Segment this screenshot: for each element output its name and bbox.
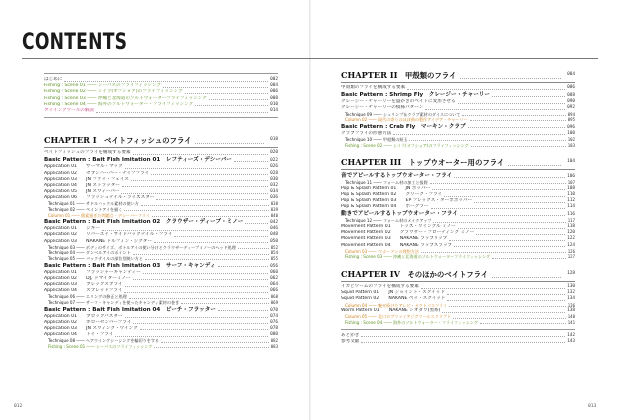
toc-entry-page: 030 bbox=[270, 176, 278, 182]
leader-dots bbox=[462, 113, 565, 116]
toc-entry-page: 070 bbox=[270, 307, 278, 313]
toc-entry-page: 143 bbox=[567, 338, 575, 344]
toc-entry-title: Technique 05 ―― バックテイルの部位別使い方と bbox=[48, 255, 143, 261]
toc-entry-title: Column 05 ―― 北口ロブファイアジグツールスクリプト bbox=[345, 314, 452, 320]
toc-entry-title: はじめに bbox=[44, 77, 63, 82]
leader-dots bbox=[195, 103, 268, 106]
chapter-3-rule bbox=[341, 169, 575, 170]
toc-entry-page: 108 bbox=[567, 185, 575, 191]
leader-dots bbox=[102, 228, 268, 231]
toc-entry-page: 062 bbox=[270, 275, 278, 281]
chapter-1-list bbox=[44, 150, 278, 349]
toc-entry-title: Application 02 セブンハーバー・ナイフフライ bbox=[44, 170, 150, 176]
toc-entry-page: 140 bbox=[567, 314, 575, 320]
toc-entry-title: ベイトフィッシュのフライを構成する要素 bbox=[44, 150, 131, 156]
toc-entry-page: 127 bbox=[567, 254, 575, 260]
toc-entry-page: 074 bbox=[270, 313, 278, 319]
leader-dots bbox=[468, 125, 566, 128]
toc-entry[interactable] bbox=[44, 344, 278, 350]
toc-entry-title: Squid Pattern 01 JN ジョイント・スクイッド bbox=[341, 290, 445, 296]
toc-entry-page: 054 bbox=[270, 250, 278, 256]
toc-entry-page: 106 bbox=[567, 174, 575, 180]
leader-dots bbox=[407, 87, 565, 90]
toc-entry-page: 082 bbox=[270, 338, 278, 344]
toc-entry-page: 080 bbox=[270, 332, 278, 338]
toc-entry-page: 040 bbox=[270, 212, 278, 218]
toc-entry-title: Technique 01 ―― サドルハックル素材の使い方 bbox=[48, 201, 139, 207]
chapter-4-rule bbox=[341, 281, 575, 282]
leader-dots bbox=[421, 250, 566, 253]
toc-entry-title: クレージー・チャーリーを盛かきのベイトに変形させる bbox=[341, 99, 456, 105]
toc-entry-title: Basic Pattern : Bait Fish Imitation 02 クラウザー・ディープ・ミノー bbox=[44, 219, 244, 226]
toc-entry-page: 114 bbox=[567, 204, 575, 210]
toc-entry-page: 050 bbox=[270, 238, 278, 244]
leader-dots bbox=[234, 159, 268, 162]
toc-entry-page: 028 bbox=[270, 170, 278, 176]
toc-entry-page: 014 bbox=[270, 107, 278, 113]
page-gutter bbox=[309, 0, 311, 420]
leader-dots bbox=[161, 340, 269, 343]
toc-entry-title: Pop & Splash Pattern 03 EP フレックス・ターボポッパー bbox=[341, 198, 473, 204]
leader-dots bbox=[133, 152, 269, 155]
toc-entry-page: 086 bbox=[567, 85, 575, 90]
intro-bottom-rule bbox=[44, 117, 278, 118]
toc-entry-title: Fishing : Scene 03 ―― 沖縄と北海道のソルトウォーターフライフィッシング bbox=[44, 95, 207, 101]
toc-entry-page: 032 bbox=[270, 182, 278, 188]
toc-entry-page: 130 bbox=[567, 284, 575, 289]
toc-entry-page: 095 bbox=[567, 117, 575, 123]
toc-entry-title: Column 03 ―― マホードンの理想方法 bbox=[345, 248, 419, 254]
chapter-4-title: そのほかのベイトフライ bbox=[407, 270, 489, 279]
toc-entry-page: 107 bbox=[567, 180, 575, 186]
chapter-3-list bbox=[341, 172, 575, 260]
toc-entry-title: Technique 08 ―― ヘアウイングシーシングを輪切りをする bbox=[48, 338, 160, 344]
toc-entry-title: Column 04 ―― 魅せ続けたアレビ・オクトパスフライ bbox=[345, 302, 448, 308]
toc-entry-title: Application 01 ジギー bbox=[44, 226, 100, 232]
leader-dots bbox=[432, 187, 565, 190]
toc-entry-title: 参考文献 bbox=[341, 338, 360, 344]
leader-dots bbox=[156, 197, 268, 200]
leader-dots bbox=[245, 221, 268, 224]
leader-dots bbox=[458, 226, 565, 229]
leader-dots bbox=[122, 184, 268, 187]
toc-entry-title: Fishing : Scene 02 ―― シイラ(オフショア)のフライフィッシング bbox=[345, 142, 469, 148]
toc-entry-page: 092 bbox=[567, 105, 575, 111]
toc-entry-page: 126 bbox=[567, 248, 575, 254]
toc-entry-page: 118 bbox=[567, 224, 575, 230]
toc-entry[interactable] bbox=[341, 172, 575, 180]
toc-entry-page: 138 bbox=[567, 308, 575, 314]
leader-dots bbox=[133, 252, 269, 255]
toc-entry-title: Fishing : Scene 04 ―― 海外のソルトウォーター・フライフィッシング bbox=[44, 101, 194, 107]
toc-entry-title: Movement Pattern 04 NAKANE ラップスラップ bbox=[341, 242, 453, 248]
leader-dots bbox=[174, 234, 268, 237]
chapter-4-page: 128 bbox=[565, 268, 575, 279]
toc-entry-title: Technique 11 ―― フォーム材の加工と扱際 bbox=[345, 180, 428, 186]
leader-dots bbox=[474, 200, 565, 203]
toc-entry-page: 116 bbox=[567, 212, 575, 218]
toc-entry-title: Worm Pattern 01 NAKANE シオダワ(黒系) bbox=[341, 308, 441, 314]
leader-dots bbox=[145, 257, 269, 260]
chapter-3-number: CHAPTER III bbox=[341, 157, 402, 168]
leader-dots bbox=[185, 91, 268, 94]
toc-entry-page: 141 bbox=[567, 319, 575, 325]
toc-entry-page: 100 bbox=[567, 130, 575, 136]
toc-entry-title: Application 04 JN ストラッター bbox=[44, 182, 120, 188]
leader-dots bbox=[209, 97, 268, 100]
toc-entry-title: イカとワームのフライを構成する要素 bbox=[341, 284, 419, 289]
toc-entry-title: Movement Pattern 02 クラウザー・フローティング ミノー bbox=[341, 230, 475, 236]
chapter-2-rule bbox=[341, 82, 575, 83]
toc-entry-page: 052 bbox=[270, 244, 278, 250]
toc-entry-title: Fishing : Scene 02 ―― シイラ(オフショア)のフライフィッシング bbox=[44, 89, 183, 95]
toc-entry-page: 066 bbox=[270, 288, 278, 294]
leader-dots bbox=[444, 194, 565, 197]
toc-entry-page: 076 bbox=[270, 319, 278, 325]
toc-entry-page: 010 bbox=[270, 101, 278, 107]
leader-dots bbox=[447, 298, 565, 301]
toc-entry[interactable] bbox=[341, 210, 575, 218]
leader-dots bbox=[131, 178, 268, 181]
intro-list bbox=[44, 77, 278, 114]
toc-entry-title: Column 02 ―― 現代の寄りのほぼ曲の製作アイデア・チャーリー bbox=[345, 117, 468, 123]
page-title: CONTENTS bbox=[22, 30, 128, 55]
chapter-2-title: 甲殻類のフライ bbox=[404, 71, 457, 80]
toc-entry-title: クレージー・チャーリーの模様パターン bbox=[341, 105, 424, 111]
leader-dots bbox=[471, 144, 566, 147]
leader-dots bbox=[64, 79, 268, 82]
leader-dots bbox=[129, 296, 269, 299]
toc-entry-title: Pop & Splash Pattern 02 クリーク・フライ bbox=[341, 191, 443, 197]
leader-dots bbox=[476, 232, 565, 235]
leader-dots bbox=[218, 308, 268, 311]
toc-entry-title: Application 04 スプレッドフライ bbox=[44, 288, 123, 294]
chapter-4-number: CHAPTER IV bbox=[341, 269, 400, 279]
toc-entry-title: Application 02 リバーユイ・サイドバックテイル・フライ bbox=[44, 232, 173, 238]
right-column bbox=[341, 66, 575, 345]
toc-entry-title: Application 03 NAKANE ドルフィン・ジグター bbox=[44, 238, 152, 244]
leader-dots bbox=[431, 206, 566, 209]
toc-entry-page: 078 bbox=[270, 325, 278, 331]
toc-entry-page: 020 bbox=[270, 150, 278, 156]
leader-dots bbox=[133, 277, 269, 280]
toc-entry-title: あとがき bbox=[341, 332, 360, 338]
leader-dots bbox=[96, 110, 268, 113]
toc-entry-page: 006 bbox=[270, 89, 278, 95]
chapter-1-number: CHAPTER I bbox=[44, 135, 97, 146]
toc-entry[interactable] bbox=[44, 156, 278, 164]
toc-entry-page: 046 bbox=[270, 226, 278, 232]
toc-entry-title: Basic Pattern : Crab Fly マーキン・クラブ bbox=[341, 123, 466, 130]
toc-entry-title: Technique 10 ―― 甲殻類の鉛玉 bbox=[345, 136, 408, 142]
chapter-2-number: CHAPTER II bbox=[341, 70, 398, 80]
toc-entry-page: 048 bbox=[270, 232, 278, 238]
chapter-4-end-rule bbox=[341, 329, 575, 330]
toc-entry-title: Technique 07 ―― サーフ・キャンディを使ったキャンディ素材の巻き bbox=[48, 299, 180, 305]
toc-entry-page: 136 bbox=[567, 302, 575, 308]
toc-entry-title: Application 01 フラッシャーキャンディー bbox=[44, 269, 141, 275]
leader-dots bbox=[458, 101, 565, 104]
toc-entry-page: 083 bbox=[270, 343, 278, 349]
toc-entry[interactable] bbox=[341, 320, 575, 326]
leader-dots bbox=[454, 175, 565, 178]
toc-entry-page: 034 bbox=[270, 189, 278, 195]
leader-dots bbox=[140, 327, 268, 330]
chapter-1-rule bbox=[44, 147, 278, 148]
leader-dots bbox=[409, 138, 565, 141]
toc-entry-title: Application 04 トイ・フライ bbox=[44, 332, 114, 338]
toc-entry-page: 134 bbox=[567, 296, 575, 302]
toc-entry-page: 090 bbox=[567, 99, 575, 105]
toc-entry-page: 056 bbox=[270, 263, 278, 269]
leader-dots bbox=[141, 203, 269, 206]
leader-dots bbox=[449, 304, 566, 307]
leader-dots bbox=[154, 240, 268, 243]
chapter-1-heading[interactable] bbox=[44, 135, 278, 146]
toc-entry-title: Application 01 サーマル・マック bbox=[44, 164, 123, 170]
toc-entry-page: 122 bbox=[567, 236, 575, 242]
toc-entry-title: Technique 03 ―― ボディのサイズ、ボトルアイの使い分けとクラウザーディープミノーのヘッド処理 bbox=[48, 244, 236, 250]
toc-entry-title: Column 01 ―― 簡素過ぎた問題点・デシーバーフライ bbox=[48, 212, 150, 218]
toc-entry-title: Technique 12 ―― フォーム材のメイクアップ bbox=[345, 218, 432, 224]
toc-entry-title: 甲殻類のフライを構成する要素 bbox=[341, 85, 406, 90]
intro-top-rule bbox=[44, 73, 278, 74]
leader-dots bbox=[181, 301, 269, 304]
toc-entry-page: 094 bbox=[567, 111, 575, 117]
toc-entry-title: Squid Pattern 02 NAKANE ベイ・スクイッド bbox=[341, 296, 446, 302]
leader-dots bbox=[470, 118, 566, 121]
chapter-1-page: 018 bbox=[268, 134, 278, 145]
leader-dots bbox=[124, 208, 269, 211]
toc-entry[interactable] bbox=[44, 306, 278, 314]
toc-entry-page: 022 bbox=[270, 158, 278, 164]
toc-entry-title: Movement Pattern 01 トッズ・ワイングル ミノー bbox=[341, 224, 456, 230]
left-column bbox=[44, 70, 278, 349]
chapter-3-heading[interactable] bbox=[341, 157, 575, 168]
leader-dots bbox=[460, 213, 565, 216]
leader-dots bbox=[492, 94, 565, 97]
leader-dots bbox=[115, 334, 268, 337]
title-rule bbox=[22, 58, 598, 59]
leader-dots bbox=[124, 290, 268, 293]
toc-entry[interactable] bbox=[44, 262, 278, 270]
leader-dots bbox=[125, 284, 269, 287]
toc-entry-title: Fishing : Scene 04 ―― 海外のソルトウォーター・フライフィッシング bbox=[345, 319, 478, 325]
leader-dots bbox=[449, 238, 565, 241]
toc-entry-title: Application 03 JN ファイ・フェイス bbox=[44, 176, 129, 182]
toc-entry-page: 038 bbox=[270, 201, 278, 207]
leader-dots bbox=[152, 214, 269, 217]
toc-entry-title: 動きでアピールするトップウオーター・フライ bbox=[341, 211, 458, 218]
closing-list bbox=[341, 333, 575, 345]
leader-dots bbox=[433, 220, 565, 223]
toc-entry-page: 132 bbox=[567, 290, 575, 296]
leader-dots bbox=[393, 132, 565, 135]
toc-entry-page: 026 bbox=[270, 164, 278, 170]
leader-dots bbox=[454, 244, 565, 247]
toc-entry-page: 069 bbox=[270, 299, 278, 305]
toc-entry-title: Application 02 DJ, ドマイターミノー bbox=[44, 275, 131, 281]
toc-entry-page: 002 bbox=[270, 77, 278, 82]
leader-dots bbox=[121, 191, 268, 194]
toc-entry-title: Technique 04 ―― ダンベルアイのポイント bbox=[48, 250, 131, 256]
toc-entry-page: 096 bbox=[567, 124, 575, 130]
toc-entry-page: 064 bbox=[270, 281, 278, 287]
leader-dots bbox=[151, 172, 268, 175]
folio-right: 013 bbox=[588, 404, 597, 409]
leader-dots bbox=[361, 340, 565, 343]
toc-entry-page: 120 bbox=[567, 230, 575, 236]
toc-entry-page: 068 bbox=[270, 294, 278, 300]
toc-entry-title: Technique 09 ―― シュリンプ＆クラブ素材のダイスについて bbox=[345, 111, 461, 117]
leader-dots bbox=[238, 246, 269, 249]
chapter-2-heading[interactable] bbox=[341, 70, 575, 81]
toc-entry-title: Application 05 JN スウィーパー bbox=[44, 189, 120, 195]
toc-entry-page: 008 bbox=[270, 95, 278, 101]
toc-entry-page: 112 bbox=[567, 198, 575, 204]
toc-entry-title: Application 06 フラッシュテイル・ライズスター bbox=[44, 195, 155, 201]
toc-entry-title: Pop & Splash Pattern 01 JN ポッパー bbox=[341, 185, 431, 191]
toc-entry-title: Basic Pattern : Bait Fish Imitation 01 レフティーズ・デシーバー bbox=[44, 157, 232, 164]
chapter-3-title: トップウオーター用のフライ bbox=[408, 158, 505, 168]
toc-entry[interactable] bbox=[341, 91, 575, 99]
toc-entry-title: Application 03 ブレックスブライ bbox=[44, 281, 123, 287]
toc-entry-page: 036 bbox=[270, 195, 278, 201]
toc-entry-title: 音でアピールするトップウオーター・フライ bbox=[341, 173, 453, 180]
toc-entry-title: Application 01 ブロックバスター bbox=[44, 313, 123, 319]
toc-entry-title: Movement Pattern 03 NAKANE ラップリップ bbox=[341, 236, 448, 242]
leader-dots bbox=[143, 271, 268, 274]
toc-entry-page: 117 bbox=[567, 218, 575, 224]
chapter-4-list bbox=[341, 284, 575, 326]
folio-left: 012 bbox=[14, 404, 23, 409]
leader-dots bbox=[125, 315, 269, 318]
toc-entry-title: Fishing : Scene 01 ―― シーバスのフライフィッシング bbox=[48, 343, 153, 349]
toc-entry-title: Basic Pattern : Shrimp Fly クレージー・チャーリー bbox=[341, 92, 490, 99]
toc-entry-page: 042 bbox=[270, 220, 278, 226]
toc-entry-page: 055 bbox=[270, 255, 278, 261]
chapter-3-page: 104 bbox=[565, 156, 575, 167]
toc-entry-title: Technique 06 ―― エリングの修正と処理 bbox=[48, 294, 127, 300]
leader-dots bbox=[492, 256, 566, 259]
leader-dots bbox=[447, 292, 565, 295]
chapter-4-heading[interactable] bbox=[341, 269, 575, 280]
toc-entry-page: 102 bbox=[567, 136, 575, 142]
leader-dots bbox=[125, 166, 268, 169]
toc-entry-title: Application 03 JN スウィング・ウイング bbox=[44, 325, 138, 331]
toc-entry-page: 110 bbox=[567, 191, 575, 197]
chapter-2-list bbox=[341, 85, 575, 148]
toc-entry[interactable] bbox=[341, 339, 575, 345]
toc-entry-title: Fishing : Scene 03 ―― 沖縄と北海道のソルトウォーターフライフィッシング bbox=[345, 254, 491, 260]
toc-entry-title: クラブフライの形態方法 bbox=[341, 130, 392, 136]
toc-entry-title: Basic Pattern : Bait Fish Imitation 04 ビーチ・フラッター bbox=[44, 306, 216, 313]
leader-dots bbox=[430, 181, 566, 184]
toc-entry-page: 103 bbox=[567, 142, 575, 148]
leader-dots bbox=[425, 107, 565, 110]
leader-dots bbox=[218, 264, 269, 267]
toc-entry-page: 088 bbox=[567, 93, 575, 99]
leader-dots bbox=[154, 345, 268, 348]
leader-dots bbox=[421, 286, 565, 289]
toc-entry[interactable] bbox=[341, 123, 575, 131]
chapter-2-page: 084 bbox=[565, 69, 575, 80]
leader-dots bbox=[453, 316, 566, 319]
toc-entry-title: Pop & Splash Pattern 04 ボーグラー bbox=[341, 204, 429, 210]
toc-entry[interactable] bbox=[44, 108, 278, 114]
leader-dots bbox=[133, 321, 268, 324]
leader-dots bbox=[361, 334, 565, 337]
toc-entry-page: 039 bbox=[270, 207, 278, 213]
toc-entry[interactable] bbox=[44, 218, 278, 226]
leader-dots bbox=[480, 321, 566, 324]
toc-entry-title: Application 02 ホローセンバーフライ bbox=[44, 319, 132, 325]
toc-entry-page: 060 bbox=[270, 269, 278, 275]
toc-entry-title: Technique 02 ―― ペイントアイを描く bbox=[48, 207, 123, 213]
toc-entry-title: Basic Pattern : Bait Fish Imitation 03 サーフ・キャンディ bbox=[44, 262, 216, 269]
leader-dots bbox=[442, 310, 565, 313]
chapter-1-title: ベイトフィッシュのフライ bbox=[104, 136, 192, 146]
toc-entry-page: 004 bbox=[270, 83, 278, 89]
toc-entry-page: 142 bbox=[567, 332, 575, 338]
toc-entry-title: タイイングツールの解説 bbox=[44, 107, 95, 113]
toc-entry-title: Fishing : Scene 01 ―― シーバスのフライフィッシング bbox=[44, 83, 162, 89]
leader-dots bbox=[163, 85, 268, 88]
toc-entry-page: 124 bbox=[567, 242, 575, 248]
